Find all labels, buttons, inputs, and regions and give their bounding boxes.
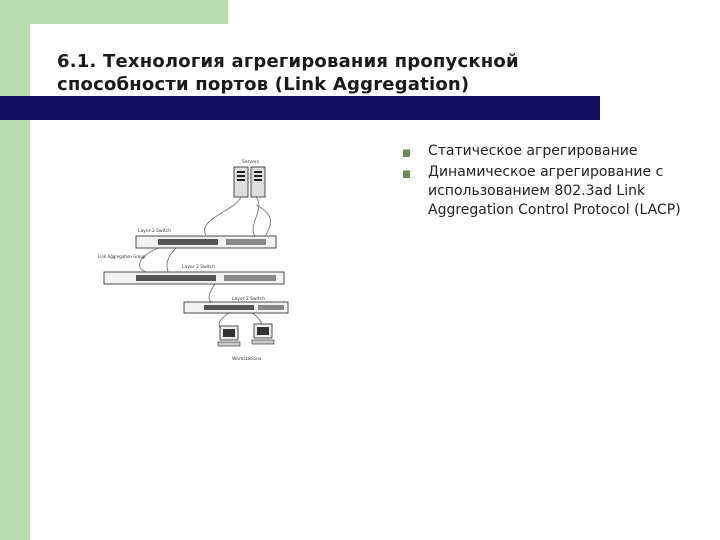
switch3-label: Layer-2 Switch [232,297,266,302]
server-icon [234,167,265,197]
left-accent-stripe [0,0,30,540]
layer2-switch-icon [136,236,276,248]
bullet-item [398,163,698,220]
workstation-icon [218,324,274,346]
slide-title [57,50,617,96]
layer3-switch-icon [104,272,284,284]
workstations-label: Workstations [232,357,262,362]
bullet-text: Динамическое агрегирование с использованием 802.3ad Link Aggregation Control Protocol (LACP) [428,164,681,218]
switch1-label: Layer-2 Switch [138,229,172,234]
lag-label: Link Aggregation Group [98,254,146,259]
bullet-text: Статическое агрегирование [428,143,638,159]
square-bullet-icon [403,170,410,178]
top-accent-block [0,0,228,24]
title-underline-bar [0,96,600,120]
slide-title-line-2: способности портов (Link Aggregation) [57,74,470,95]
switch2-label: Layer-3 Switch [182,265,216,270]
slide-title-line-1: 6.1. Технология агрегирования пропускной [57,51,519,72]
layer2-switch-bottom-icon [184,302,288,313]
square-bullet-icon [403,149,410,157]
bullet-item [398,142,698,161]
bullet-list [398,142,698,222]
network-diagram [96,150,296,372]
servers-label: Servers [242,160,260,165]
